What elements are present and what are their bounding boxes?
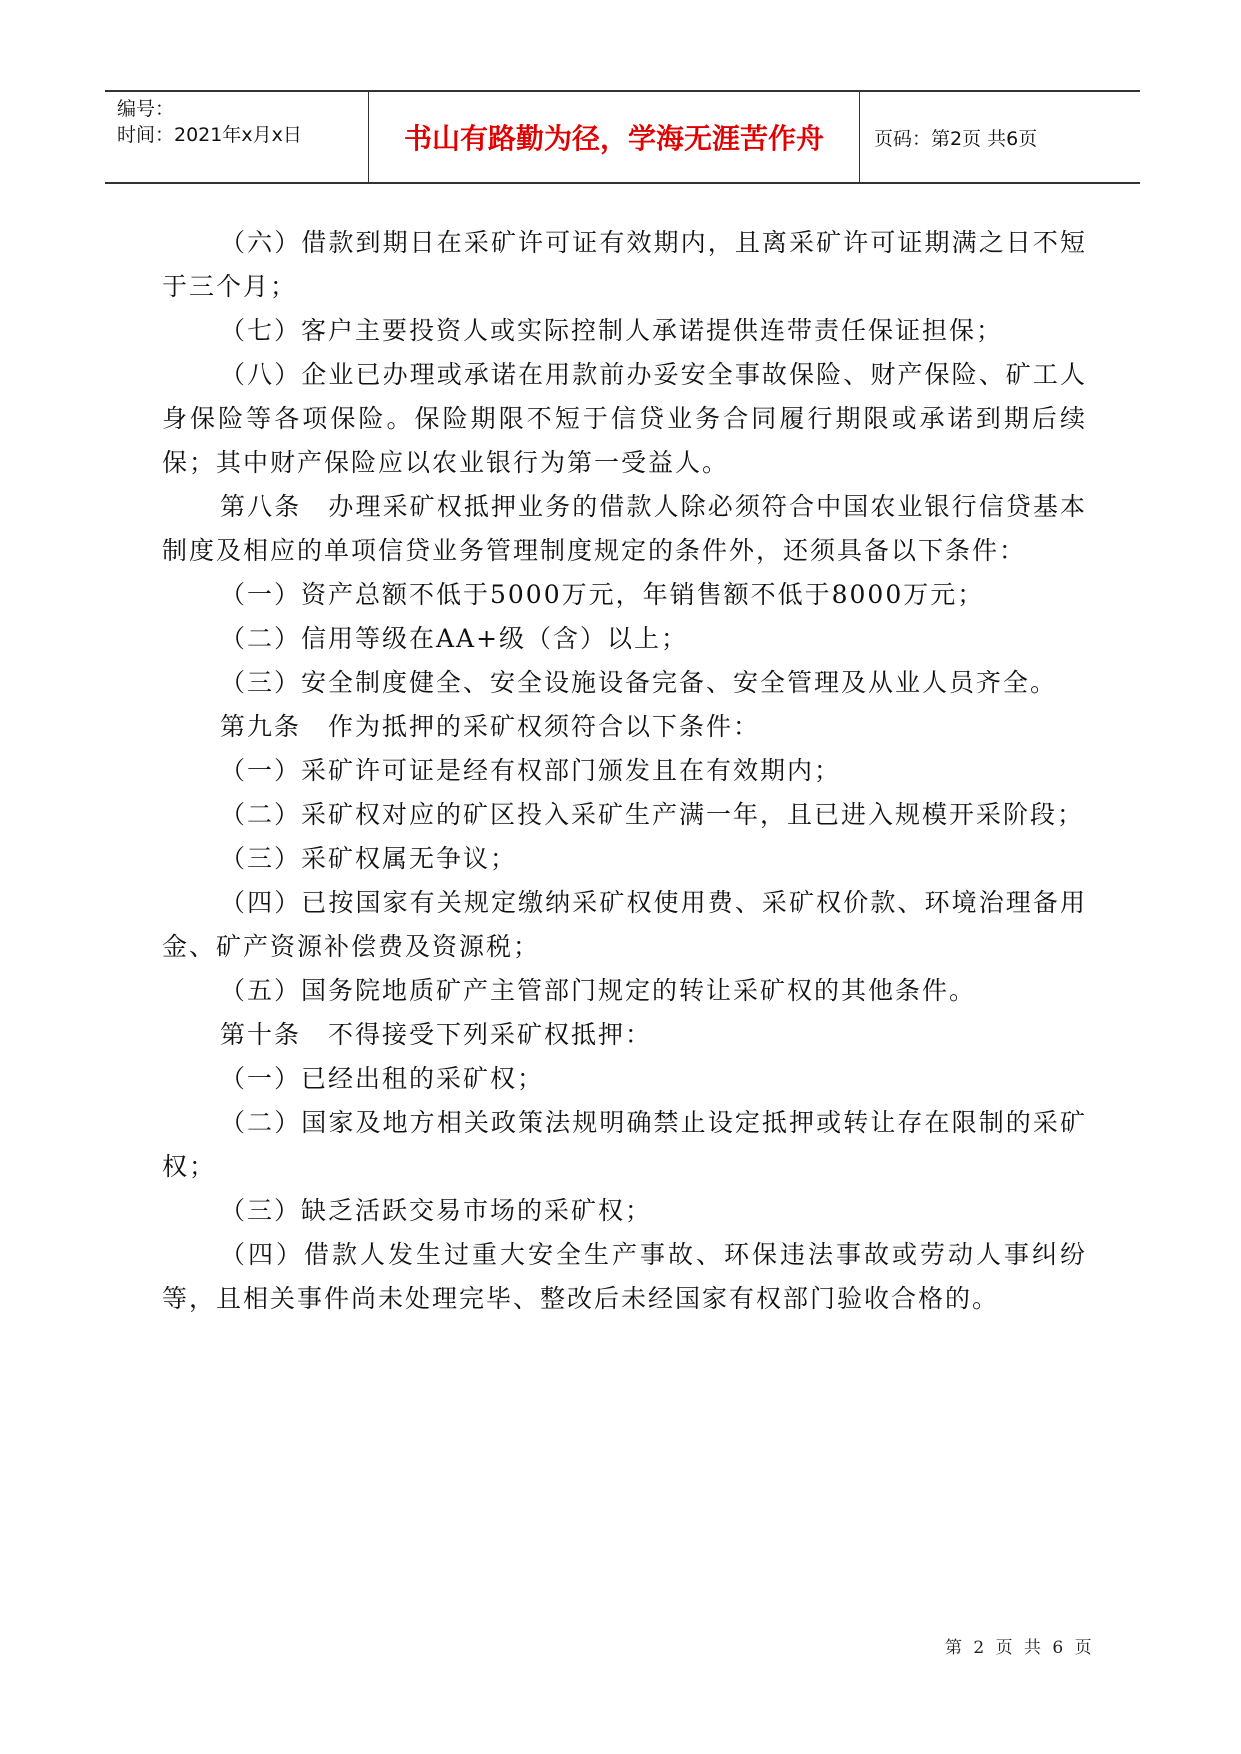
- paragraph: （二）信用等级在AA+级（含）以上；: [220, 624, 689, 653]
- article-heading-paragraph: 第八条 办理采矿权抵押业务的借款人除必须符合中国农业银行信贷基本制度及相应的单项信贷业务管理制度规定的条件外，还须具备以下条件：: [162, 492, 1087, 565]
- paragraph: （三）安全制度健全、安全设施设备完备、安全管理及从业人员齐全。: [220, 668, 1058, 697]
- paragraph: （二）采矿权对应的矿区投入采矿生产满一年，且已进入规模开采阶段；: [220, 800, 1085, 829]
- header-motto: 书山有路勤为径，学海无涯苦作舟: [369, 92, 860, 182]
- paragraph: （一）已经出租的采矿权；: [220, 1064, 545, 1093]
- document-time-label: 时间：2021年x月x日: [117, 124, 302, 146]
- paragraph: （三）采矿权属无争议；: [220, 844, 518, 873]
- paragraph: （四）已按国家有关规定缴纳采矿权使用费、采矿权价款、环境治理备用金、矿产资源补偿费及资源税；: [162, 888, 1087, 961]
- document-number-label: 编号：: [117, 98, 175, 120]
- header-page-info: 页码：第2页 共6页: [874, 127, 1038, 150]
- paragraph: （一）采矿许可证是经有权部门颁发且在有效期内；: [220, 756, 842, 785]
- paragraph: （一）资产总额不低于5000万元，年销售额不低于8000万元；: [220, 580, 985, 609]
- paragraph: （七）客户主要投资人或实际控制人承诺提供连带责任保证担保；: [220, 316, 1004, 345]
- paragraph: （八）企业已办理或承诺在用款前办妥安全事故保险、财产保险、矿工人身保险等各项保险。保险期限不短于信贷业务合同履行期限或承诺到期后续保；其中财产保险应以农业银行为第一受益人。: [162, 360, 1087, 477]
- paragraph: （三）缺乏活跃交易市场的采矿权；: [220, 1196, 653, 1225]
- paragraph: （四）借款人发生过重大安全生产事故、环保违法事故或劳动人事纠纷等，且相关事件尚未处理完毕、整改后未经国家有权部门验收合格的。: [162, 1240, 1087, 1313]
- paragraph: （六）借款到期日在采矿许可证有效期内，且离采矿许可证期满之日不短于三个月；: [162, 228, 1087, 301]
- paragraph: （二）国家及地方相关政策法规明确禁止设定抵押或转让存在限制的采矿权；: [162, 1108, 1087, 1181]
- document-body: [162, 221, 1087, 1321]
- article-heading-paragraph: 第十条 不得接受下列采矿权抵押：: [220, 1020, 653, 1049]
- article-heading-paragraph: 第九条 作为抵押的采矿权须符合以下条件：: [220, 712, 761, 741]
- page-header: [105, 90, 1140, 184]
- header-meta: [105, 92, 369, 182]
- page-footer: 第 2 页 共 6 页: [945, 1638, 1095, 1658]
- paragraph: （五）国务院地质矿产主管部门规定的转让采矿权的其他条件。: [220, 976, 977, 1005]
